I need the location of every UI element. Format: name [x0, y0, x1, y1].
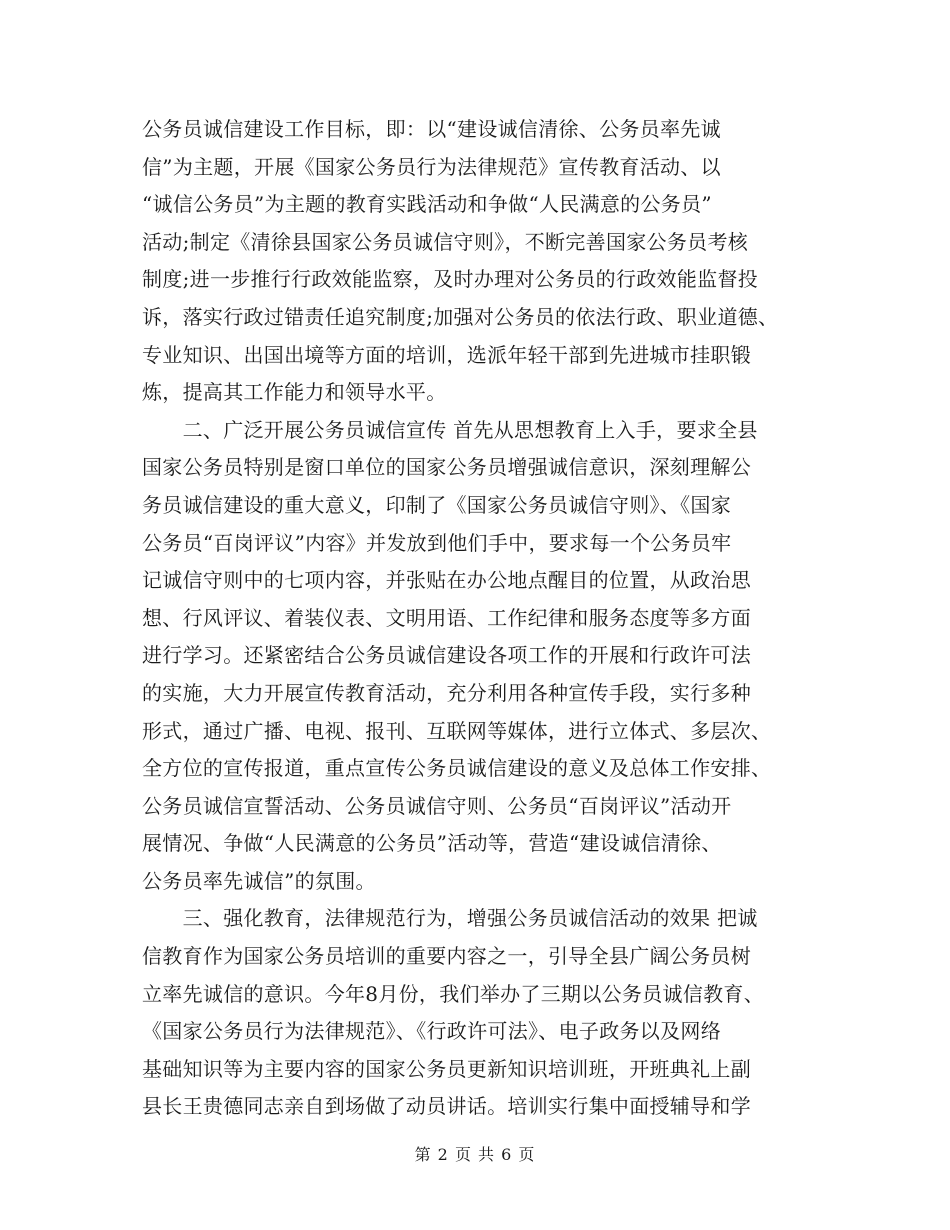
text-line: 活动;制定《清徐县国家公务员诚信守则》，不断完善国家公务员考核 [142, 229, 749, 254]
text-line: 形式，通过广播、电视、报刊、互联网等媒体，进行立体式、多层次、 [142, 718, 772, 743]
text-line: 展情况、争做“人民满意的公务员”活动等，营造“建设诚信清徐、 [142, 831, 722, 856]
text-line: 《国家公务员行为法律规范》、《行政许可法》、电子政务以及网络 [142, 1019, 721, 1044]
text-line: 信”为主题，开展《国家公务员行为法律规范》宣传教育活动、以 [142, 154, 721, 179]
text-line: 立率先诚信的意识。今年8月份，我们举办了三期以公务员诚信教育、 [142, 981, 765, 1006]
text-line: 基础知识等为主要内容的国家公务员更新知识培训班，开班典礼上副 [142, 1056, 751, 1081]
text-line: 诉，落实行政过错责任追究制度;加强对公务员的依法行政、职业道德、 [142, 304, 779, 329]
text-line: 国家公务员特别是窗口单位的国家公务员增强诚信意识，深刻理解公 [142, 455, 751, 480]
text-line: 三、强化教育，法律规范行为，增强公务员诚信活动的效果 把诚 [142, 906, 758, 931]
text-line: 县长王贵德同志亲自到场做了动员讲话。培训实行集中面授辅导和学 [142, 1094, 751, 1119]
text-line: 公务员“百岗评议”内容》并发放到他们手中，要求每一个公务员牢 [142, 530, 732, 555]
text-line: 专业知识、出国出境等方面的培训，选派年轻干部到先进城市挂职锻 [142, 342, 751, 367]
text-line: 公务员率先诚信”的氛围。 [142, 868, 376, 893]
text-line: 公务员诚信宣誓活动、公务员诚信守则、公务员“百岗评议”活动开 [142, 793, 732, 818]
text-line: “诚信公务员”为主题的教育实践活动和争做“人民满意的公务员” [142, 192, 712, 217]
text-line: 制度;进一步推行行政效能监察，及时办理对公务员的行政效能监督投 [142, 267, 759, 292]
text-line: 的实施，大力开展宣传教育活动，充分利用各种宣传手段，实行多种 [142, 680, 751, 705]
text-line: 二、广泛开展公务员诚信宣传 首先从思想教育上入手，要求全县 [142, 417, 758, 442]
page-number-footer: 第 2 页 共 6 页 [414, 1145, 536, 1164]
text-line: 公务员诚信建设工作目标，即：以“建设诚信清徐、公务员率先诚 [142, 117, 721, 141]
text-line: 信教育作为国家公务员培训的重要内容之一，引导全县广阔公务员树 [142, 944, 751, 969]
text-line: 务员诚信建设的重大意义，印制了《国家公务员诚信守则》、《国家 [142, 492, 731, 517]
text-line: 记诚信守则中的七项内容，并张贴在办公地点醒目的位置，从政治思 [142, 568, 751, 593]
text-line: 想、行风评议、着装仪表、文明用语、工作纪律和服务态度等多方面 [142, 605, 751, 630]
text-line: 炼，提高其工作能力和领导水平。 [142, 380, 447, 405]
text-line: 全方位的宣传报道，重点宣传公务员诚信建设的意义及总体工作安排、 [142, 756, 772, 781]
text-line: 进行学习。还紧密结合公务员诚信建设各项工作的开展和行政许可法 [142, 643, 751, 668]
body-text [142, 111, 832, 1126]
